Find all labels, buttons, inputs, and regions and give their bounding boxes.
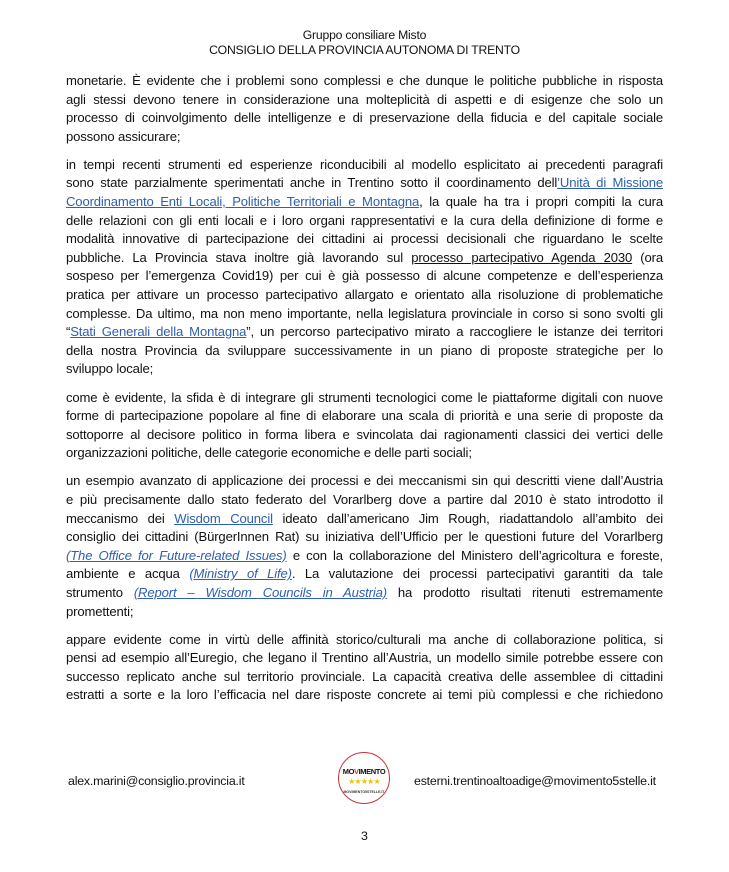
text-line: come è evidente, la sfida è di integrare gli strumenti tecnologici come le piattaforme digitali con nuove xyxy=(66,389,663,405)
paragraph-4 xyxy=(66,472,663,621)
link-stati-generali-montagna[interactable]: Stati Generali della Montagna xyxy=(70,324,247,340)
logo-title-part: MO xyxy=(342,767,355,776)
text-line: in tempi recenti strumenti ed esperienze riconducibili al modello esplicitato ai precedenti paragrafi xyxy=(66,156,663,172)
email-right[interactable]: esterni.trentinoaltoadige@movimento5stelle.it xyxy=(414,774,656,788)
text-fragment: meccanismo dei xyxy=(66,510,175,526)
text-line: della nostra Provincia da sviluppare successivamente in un piano di proposte strategiche per lo xyxy=(66,342,663,358)
logo-title-v: V xyxy=(354,767,359,776)
link-wisdom-council[interactable]: Wisdom Council xyxy=(174,510,273,526)
text-line: promettenti; xyxy=(66,603,134,619)
text-line: complesse. Da ultimo, ma non meno importante, nella legislatura provinciale in corso si sono svolti gli xyxy=(66,305,663,321)
link-office-future-issues[interactable]: (The Office for Future-related Issues) xyxy=(66,547,287,563)
text-line xyxy=(66,323,663,342)
movimento-5-stelle-logo-icon xyxy=(338,752,390,804)
text-line xyxy=(66,584,663,603)
text-fragment: . La valutazione dei processi partecipativi garantiti da tale xyxy=(291,566,663,582)
text-line: forme di partecipazione popolare al fine di elaborare una scala di priorità e una serie di proposte da xyxy=(66,408,663,424)
link-report-wisdom-councils[interactable]: (Report – Wisdom Councils in Austria) xyxy=(133,584,387,600)
document-body xyxy=(66,72,663,715)
text-fragment: e con la collaborazione del Ministero dell’agricoltura e foreste, xyxy=(286,547,663,563)
link-unita-di-missione[interactable]: ’Unità di Missione xyxy=(557,175,663,191)
text-line: monetarie. È evidente che i problemi sono complessi e che dunque le politiche pubbliche in risposta xyxy=(66,73,663,88)
link-ministry-of-life[interactable]: (Ministry of Life) xyxy=(189,566,292,582)
text-line xyxy=(66,510,663,529)
text-line: possono assicurare; xyxy=(66,128,181,144)
text-line xyxy=(66,193,663,212)
header-group-name: Gruppo consiliare Misto xyxy=(302,28,427,42)
text-fragment: “ xyxy=(66,324,71,340)
text-fragment: , la quale ha tra i propri compiti la cura xyxy=(419,194,663,210)
paragraph-1 xyxy=(66,72,663,146)
text-fragment: sono state parzialmente sperimentati anche in Trentino sotto il coordinamento dell xyxy=(66,175,558,191)
text-fragment: ”, un percorso partecipativo mirato a raccogliere le istanze dei territori xyxy=(246,324,663,340)
page-header xyxy=(0,28,729,57)
text-fragment: ideato dall’americano Jim Rough, riadattandolo all’ambito dei xyxy=(272,510,663,526)
text-line: e più precisamente dallo stato federato del Vorarlberg dove a partire dal 2010 è stato introdotto il xyxy=(66,491,663,507)
page-number: 3 xyxy=(361,829,368,843)
text-line: processo di coinvolgimento delle intelligenze e di preservazione della fiducia e del capitale sociale xyxy=(66,110,663,126)
paragraph-3 xyxy=(66,389,663,463)
paragraph-5 xyxy=(66,631,663,705)
logo-subtitle: MOVIMENTO5STELLE.IT xyxy=(343,790,385,794)
logo-title xyxy=(339,767,389,776)
page-footer xyxy=(0,752,729,822)
text-line: delle relazioni con gli enti locali e i loro organi rappresentativi e la cura della definizione di forme e xyxy=(66,212,663,228)
link-unita-di-missione-cont[interactable]: Coordinamento Enti Locali, Politiche Territoriali e Montagna xyxy=(66,194,420,210)
text-fragment: strumento xyxy=(66,584,134,600)
text-line: un esempio avanzato di applicazione dei processi e dei meccanismi sin qui descritti viene dall’Austria xyxy=(66,473,663,489)
text-line: agli stessi devono tenere in considerazione una molteplicità di aspetti e di esigenze che solo un xyxy=(66,91,663,107)
text-line xyxy=(66,174,663,193)
text-fragment: (ora xyxy=(632,249,663,265)
text-line: consiglio dei cittadini (BürgerInnen Rat) su iniziativa dell’Ufficio per le questioni future del Vorarlberg xyxy=(66,529,663,545)
text-fragment: ambiente e acqua xyxy=(66,566,190,582)
text-line: sospeso per l’emergenza Covid19) per cui è già possesso di alcune competenze e dell’esperienza xyxy=(66,268,663,284)
text-line: pensi ad esempio all’Euregio, che legano il Trentino all’Austria, un modello simile potrebbe essere con xyxy=(66,650,663,666)
text-line xyxy=(66,547,663,566)
text-line: sviluppo locale; xyxy=(66,361,154,377)
text-line: sottoporre al decisore politico in forma libera e svincolata dai ragionamenti classici dei vertici delle xyxy=(66,426,663,442)
stars-icon: ★★★★★ xyxy=(348,777,380,786)
link-agenda-2030[interactable]: processo partecipativo Agenda 2030 xyxy=(411,249,633,265)
text-fragment: ha prodotto risultati ritenuti estremamente xyxy=(386,584,663,600)
email-left[interactable]: alex.marini@consiglio.provincia.it xyxy=(68,774,245,788)
paragraph-2 xyxy=(66,156,663,379)
text-fragment: pubbliche. La Provincia stava inoltre già lavorando sul xyxy=(66,249,412,265)
text-line: successo replicato anche sul territorio provinciale. La capacità creativa delle assemblee di cittadini xyxy=(66,668,663,684)
text-line xyxy=(66,249,663,268)
text-line: organizzazioni politiche, delle categorie economiche e delle parti sociali; xyxy=(66,445,472,461)
text-line: estratti a sorte e la loro l’efficacia nel dare risposte concrete ai temi più complessi e che richiedono xyxy=(66,687,663,703)
text-line: modalità innovative di partecipazione dei cittadini ai processi decisionali che riguardano le scelte xyxy=(66,231,663,247)
text-line: pratica per attivare un processo partecipativo allargato e orientato alla risoluzione di problematiche xyxy=(66,287,663,303)
text-line xyxy=(66,565,663,584)
logo-title-part: IMENTO xyxy=(358,767,386,776)
text-line: appare evidente come in virtù delle affinità storico/culturali ma anche di collaborazione politica, si xyxy=(66,631,663,647)
header-council-name: CONSIGLIO DELLA PROVINCIA AUTONOMA DI TRENTO xyxy=(209,42,520,57)
